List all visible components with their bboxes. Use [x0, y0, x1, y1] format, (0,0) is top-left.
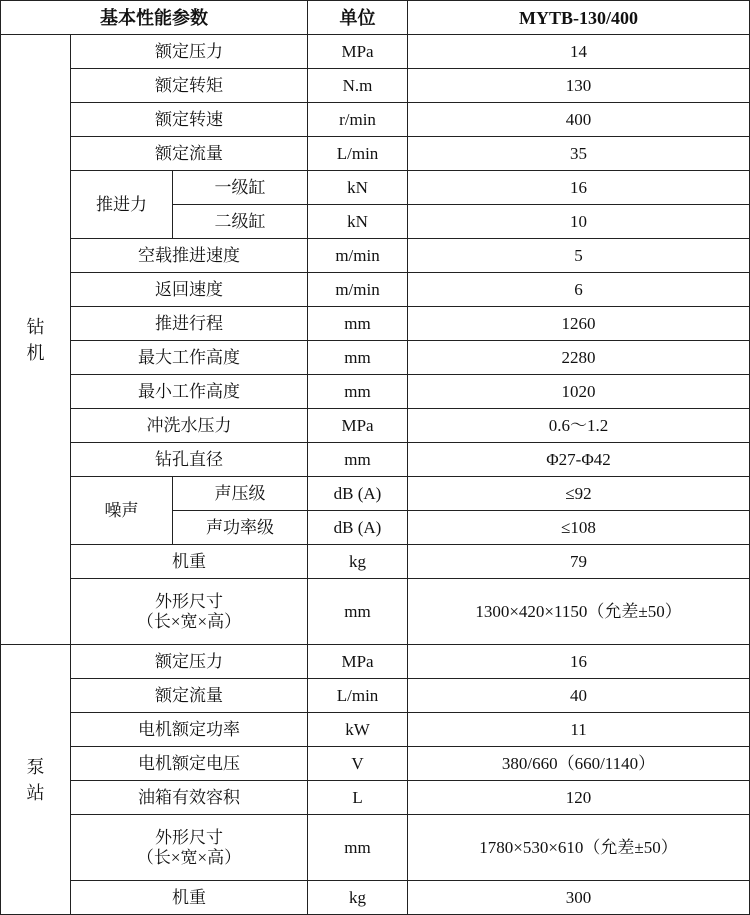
param-name: 额定转速 [71, 103, 308, 137]
param-unit: MPa [308, 35, 408, 69]
param-name: 最小工作高度 [71, 375, 308, 409]
param-unit: mm [308, 443, 408, 477]
param-name: 机重 [71, 545, 308, 579]
table-row [1, 645, 750, 679]
param-name: 外形尺寸 （长×宽×高） [71, 579, 308, 645]
subgroup-label: 推进力 [71, 171, 173, 239]
param-unit: V [308, 747, 408, 781]
param-unit: kg [308, 881, 408, 915]
param-name: 推进行程 [71, 307, 308, 341]
subgroup-label: 噪声 [71, 477, 173, 545]
param-name: 声压级 [173, 477, 308, 511]
param-name: 二级缸 [173, 205, 308, 239]
param-unit: mm [308, 815, 408, 881]
param-unit: kN [308, 205, 408, 239]
param-unit: MPa [308, 645, 408, 679]
param-name: 外形尺寸 （长×宽×高） [71, 815, 308, 881]
param-unit: N.m [308, 69, 408, 103]
table-row [1, 341, 750, 375]
param-unit: L/min [308, 137, 408, 171]
param-unit: mm [308, 341, 408, 375]
param-unit: dB (A) [308, 511, 408, 545]
param-value: 400 [408, 103, 750, 137]
param-unit: kW [308, 713, 408, 747]
param-name: 油箱有效容积 [71, 781, 308, 815]
header-model: MYTB-130/400 [408, 1, 750, 35]
param-value: 40 [408, 679, 750, 713]
param-unit: mm [308, 375, 408, 409]
table-row [1, 679, 750, 713]
table-row [1, 579, 750, 645]
param-name: 电机额定功率 [71, 713, 308, 747]
table-row [1, 881, 750, 915]
param-name: 钻孔直径 [71, 443, 308, 477]
param-value: 35 [408, 137, 750, 171]
param-name: 电机额定电压 [71, 747, 308, 781]
param-name: 最大工作高度 [71, 341, 308, 375]
param-unit: mm [308, 307, 408, 341]
header-param: 基本性能参数 [1, 1, 308, 35]
table-row [1, 443, 750, 477]
param-unit: r/min [308, 103, 408, 137]
param-name: 额定流量 [71, 137, 308, 171]
group-label: 泵 站 [1, 645, 71, 915]
param-value: 6 [408, 273, 750, 307]
table-row [1, 69, 750, 103]
group-label: 钻 机 [1, 35, 71, 645]
param-name: 额定转矩 [71, 69, 308, 103]
table-row [1, 307, 750, 341]
param-value: Φ27-Φ42 [408, 443, 750, 477]
header-row [1, 1, 750, 35]
param-value: 11 [408, 713, 750, 747]
param-value: 14 [408, 35, 750, 69]
param-value: ≤92 [408, 477, 750, 511]
table-row [1, 545, 750, 579]
table-row [1, 477, 750, 511]
table-row [1, 713, 750, 747]
header-unit: 单位 [308, 1, 408, 35]
param-name: 冲洗水压力 [71, 409, 308, 443]
table-row [1, 409, 750, 443]
param-unit: MPa [308, 409, 408, 443]
param-value: 16 [408, 171, 750, 205]
param-name: 额定流量 [71, 679, 308, 713]
param-unit: mm [308, 579, 408, 645]
param-name: 额定压力 [71, 35, 308, 69]
param-unit: L [308, 781, 408, 815]
param-unit: kN [308, 171, 408, 205]
param-value: 1020 [408, 375, 750, 409]
table-row [1, 35, 750, 69]
table-row [1, 375, 750, 409]
param-value: 10 [408, 205, 750, 239]
param-value: 2280 [408, 341, 750, 375]
table-row [1, 747, 750, 781]
table-row [1, 239, 750, 273]
param-value: 5 [408, 239, 750, 273]
param-unit: kg [308, 545, 408, 579]
param-name: 机重 [71, 881, 308, 915]
param-value: 130 [408, 69, 750, 103]
table-row [1, 815, 750, 881]
param-value: 16 [408, 645, 750, 679]
table-row [1, 103, 750, 137]
param-unit: m/min [308, 273, 408, 307]
table-row [1, 273, 750, 307]
param-unit: L/min [308, 679, 408, 713]
param-name: 一级缸 [173, 171, 308, 205]
param-name: 声功率级 [173, 511, 308, 545]
table-row [1, 781, 750, 815]
table-row [1, 137, 750, 171]
param-name: 返回速度 [71, 273, 308, 307]
param-name: 空载推进速度 [71, 239, 308, 273]
param-value: 1780×530×610（允差±50） [408, 815, 750, 881]
param-value: 300 [408, 881, 750, 915]
param-unit: dB (A) [308, 477, 408, 511]
param-value: 380/660（660/1140） [408, 747, 750, 781]
param-unit: m/min [308, 239, 408, 273]
param-value: 0.6～1.2 [408, 409, 750, 443]
param-name: 额定压力 [71, 645, 308, 679]
param-value: 79 [408, 545, 750, 579]
param-value: 1300×420×1150（允差±50） [408, 579, 750, 645]
param-value: 1260 [408, 307, 750, 341]
param-value: ≤108 [408, 511, 750, 545]
param-value: 120 [408, 781, 750, 815]
table-row [1, 171, 750, 205]
